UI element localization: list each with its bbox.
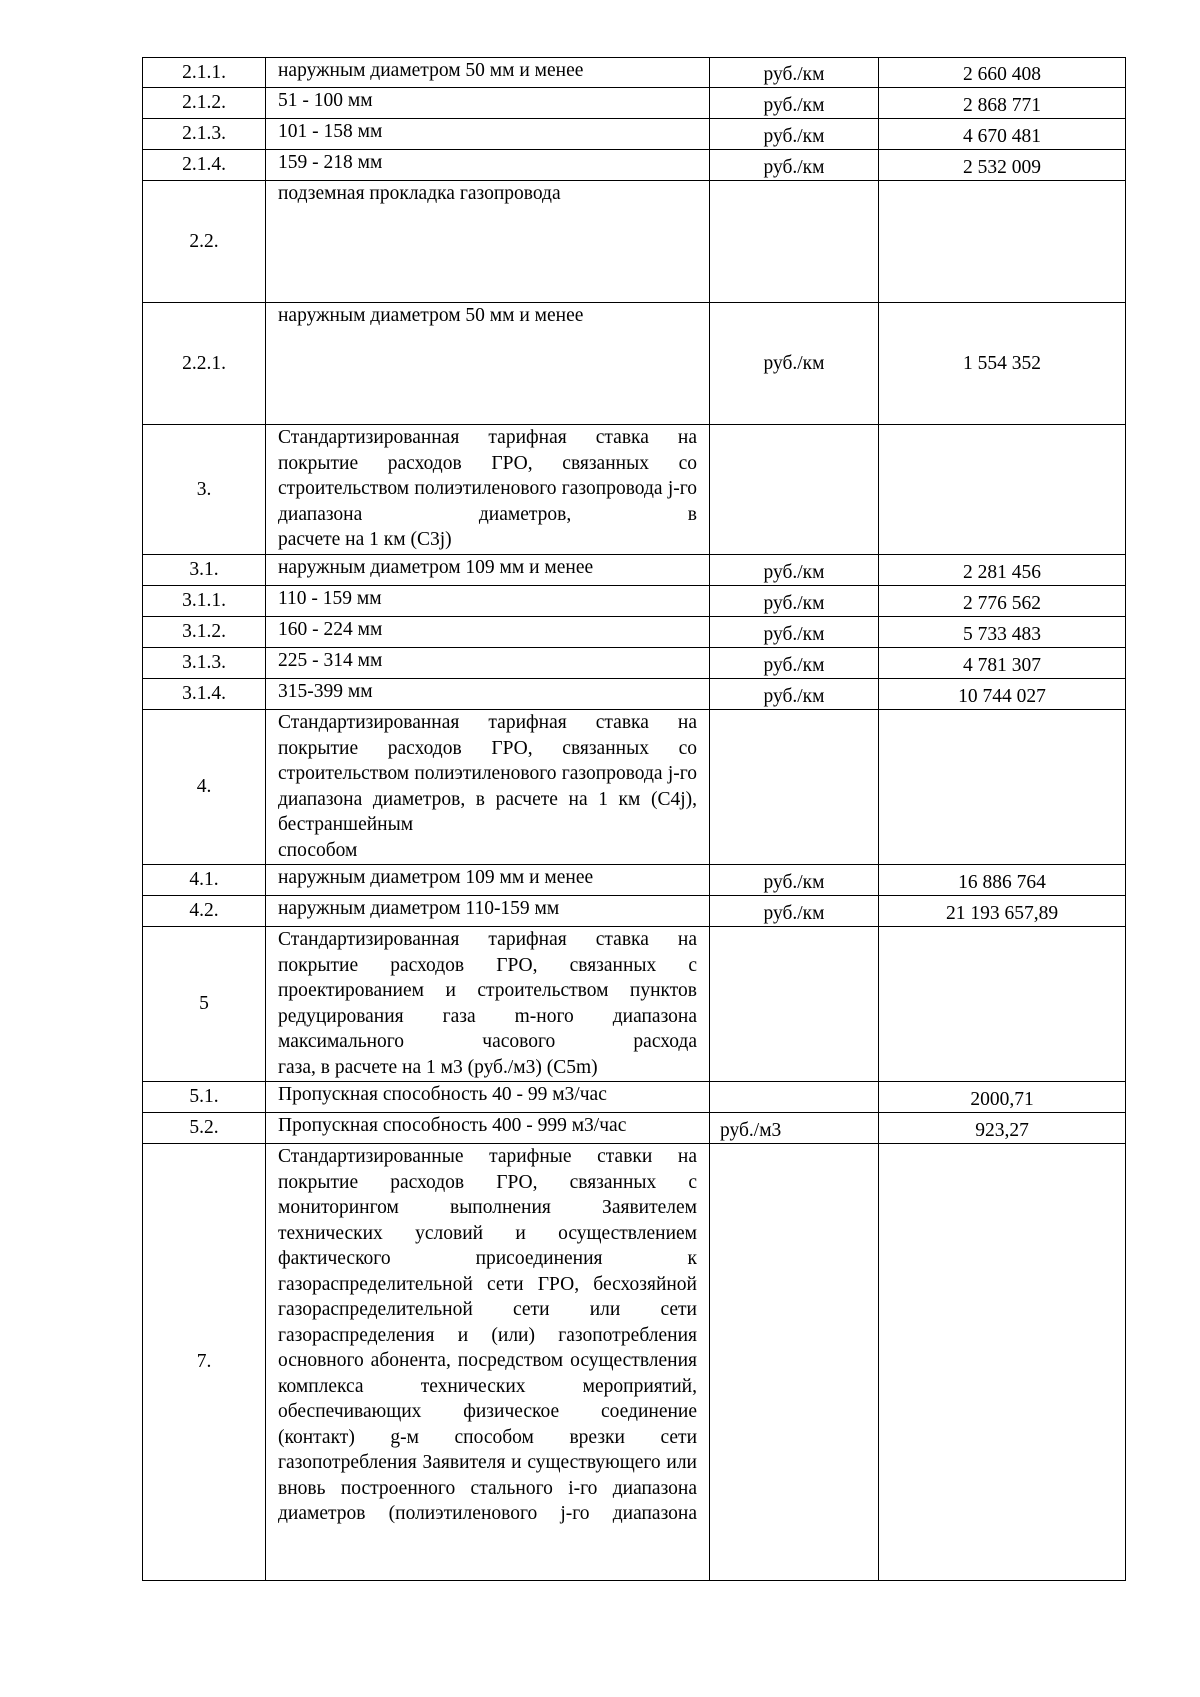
row-number: 2.1.4.: [143, 150, 266, 181]
row-number: 4.: [143, 710, 266, 865]
row-value: [879, 181, 1126, 303]
row-number: 5: [143, 927, 266, 1082]
table-row: [143, 679, 1126, 710]
row-value: 4 781 307: [879, 648, 1126, 679]
row-description: [266, 425, 710, 555]
row-description: наружным диаметром 50 мм и менее: [266, 303, 710, 425]
row-unit: руб./км: [710, 303, 879, 425]
row-description: подземная прокладка газопровода: [266, 181, 710, 303]
row-number: 7.: [143, 1144, 266, 1581]
row-description: 159 - 218 мм: [266, 150, 710, 181]
table-row: [143, 425, 1126, 555]
row-number: 2.1.3.: [143, 119, 266, 150]
table-row: [143, 927, 1126, 1082]
row-description: Пропускная способность 40 - 99 м3/час: [266, 1082, 710, 1113]
row-unit: руб./км: [710, 119, 879, 150]
row-value: 923,27: [879, 1113, 1126, 1144]
row-number: 5.1.: [143, 1082, 266, 1113]
row-number: 3.1.2.: [143, 617, 266, 648]
row-value: 10 744 027: [879, 679, 1126, 710]
row-unit: руб./км: [710, 88, 879, 119]
row-description: наружным диаметром 110-159 мм: [266, 896, 710, 927]
row-value: [879, 927, 1126, 1082]
row-description: 101 - 158 мм: [266, 119, 710, 150]
row-unit: руб./км: [710, 648, 879, 679]
row-description: 315-399 мм: [266, 679, 710, 710]
row-description-last-line: газа, в расчете на 1 м3 (руб./м3) (C5m): [278, 1056, 598, 1078]
row-value: [879, 425, 1126, 555]
row-unit: руб./км: [710, 679, 879, 710]
row-number: 2.1.2.: [143, 88, 266, 119]
table-row: [143, 617, 1126, 648]
row-number: 3.: [143, 425, 266, 555]
row-value: 1 554 352: [879, 303, 1126, 425]
table-row: [143, 119, 1126, 150]
row-description: [266, 927, 710, 1082]
table-row: [143, 896, 1126, 927]
row-description: 51 - 100 мм: [266, 88, 710, 119]
row-number: 4.2.: [143, 896, 266, 927]
row-description: [266, 710, 710, 865]
row-description-text: Стандартизированная тарифная ставка на покрытие расходов ГРО, связанных со строительством полиэтиленового газопровода j-го диапазона диаметров, в: [278, 427, 697, 525]
row-description: наружным диаметром 109 мм и менее: [266, 865, 710, 896]
row-value: 2000,71: [879, 1082, 1126, 1113]
row-number: 3.1.: [143, 555, 266, 586]
row-description: Пропускная способность 400 - 999 м3/час: [266, 1113, 710, 1144]
row-value: 2 868 771: [879, 88, 1126, 119]
row-description-text: Стандартизированная тарифная ставка на покрытие расходов ГРО, связанных со строительством полиэтиленового газопровода j-го диапазона диаметров, в расчете на 1 км (C4j), бестраншейным: [278, 712, 697, 835]
table-row: [143, 1082, 1126, 1113]
row-description: 225 - 314 мм: [266, 648, 710, 679]
row-unit: [710, 710, 879, 865]
table-row: [143, 181, 1126, 303]
row-unit: [710, 181, 879, 303]
row-number: 2.1.1.: [143, 58, 266, 88]
row-unit: руб./м3: [710, 1113, 879, 1144]
row-unit: руб./км: [710, 617, 879, 648]
row-number: 3.1.4.: [143, 679, 266, 710]
table-row: [143, 58, 1126, 88]
table-row: [143, 1144, 1126, 1581]
row-number: 5.2.: [143, 1113, 266, 1144]
row-number: 2.2.: [143, 181, 266, 303]
table-row: [143, 303, 1126, 425]
row-unit: руб./км: [710, 896, 879, 927]
row-number: 2.2.1.: [143, 303, 266, 425]
row-description: Стандартизированные тарифные ставки на покрытие расходов ГРО, связанных с мониторингом выполнения Заявителем технических условий и осуществлением фактического присоединения к газораспределительной сети ГРО, бесхозяйной газораспределительной сети или сети газораспределения и (или) газопотребления основного абонента, посредством осуществления комплекса технических мероприятий, обеспечивающих физическое соединение (контакт) g-м способом врезки сети газопотребления Заявителя и существующего или вновь построенного стального i-го диапазона диаметров (полиэтиленового j-го диапазона: [266, 1144, 710, 1581]
row-description-text: Стандартизированная тарифная ставка на покрытие расходов ГРО, связанных с проектированием и строительством пунктов редуцирования газа m-ного диапазона максимального часового расхода: [278, 929, 697, 1052]
tariff-table: [142, 57, 1126, 1581]
row-unit: руб./км: [710, 586, 879, 617]
row-unit: руб./км: [710, 555, 879, 586]
row-value: 21 193 657,89: [879, 896, 1126, 927]
table-row: [143, 1113, 1126, 1144]
row-unit: [710, 1144, 879, 1581]
row-value: 2 776 562: [879, 586, 1126, 617]
row-value: 2 532 009: [879, 150, 1126, 181]
row-value: 4 670 481: [879, 119, 1126, 150]
table-row: [143, 555, 1126, 586]
row-value: 5 733 483: [879, 617, 1126, 648]
table-row: [143, 865, 1126, 896]
row-description: 160 - 224 мм: [266, 617, 710, 648]
row-description: наружным диаметром 109 мм и менее: [266, 555, 710, 586]
row-value: [879, 1144, 1126, 1581]
row-unit: руб./км: [710, 150, 879, 181]
row-value: 2 281 456: [879, 555, 1126, 586]
row-value: 2 660 408: [879, 58, 1126, 88]
row-number: 4.1.: [143, 865, 266, 896]
row-unit: [710, 425, 879, 555]
row-unit: руб./км: [710, 58, 879, 88]
row-unit: руб./км: [710, 865, 879, 896]
table-row: [143, 88, 1126, 119]
row-description: наружным диаметром 50 мм и менее: [266, 58, 710, 88]
row-unit: [710, 927, 879, 1082]
row-description: 110 - 159 мм: [266, 586, 710, 617]
row-description-last-line: способом: [278, 839, 358, 861]
row-number: 3.1.3.: [143, 648, 266, 679]
row-value: 16 886 764: [879, 865, 1126, 896]
row-description-last-line: расчете на 1 км (C3j): [278, 529, 452, 550]
table-row: [143, 150, 1126, 181]
table-row: [143, 710, 1126, 865]
row-value: [879, 710, 1126, 865]
row-unit: [710, 1082, 879, 1113]
table-row: [143, 648, 1126, 679]
row-number: 3.1.1.: [143, 586, 266, 617]
table-row: [143, 586, 1126, 617]
